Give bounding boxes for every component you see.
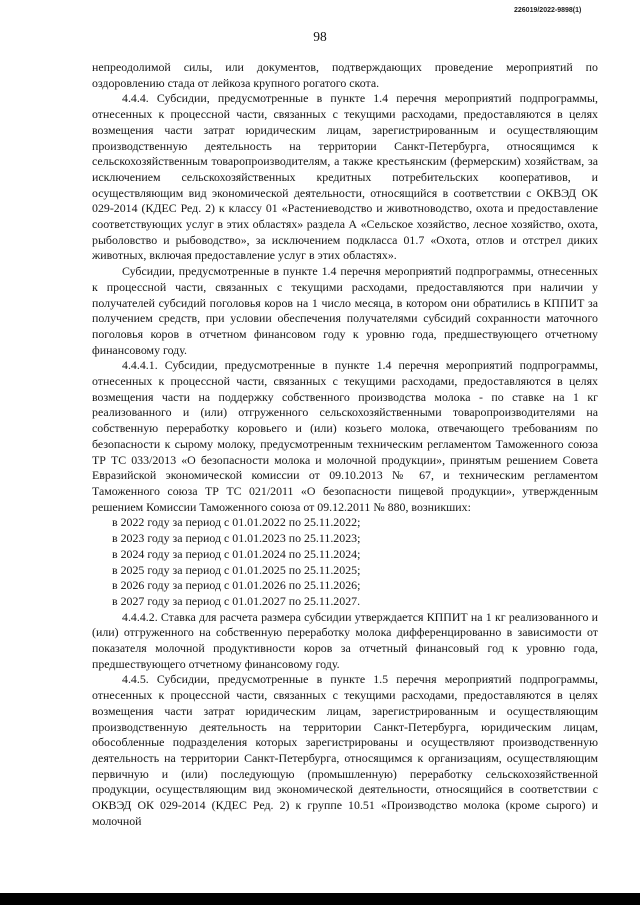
list-item: в 2022 году за период с 01.01.2022 по 25.11.2022; — [112, 515, 361, 530]
paragraph: 4.4.4.2. Ставка для расчета размера субсидии утверждается КППИТ на 1 кг реализованного и (или) отгруженного на собственную переработку молока дифференцированно в зависимости от показателя молочной продуктивности коров за отчетный финансовый год к уровню года, предшествующего отчетному финансовому году. — [92, 609, 598, 671]
list-item: в 2026 году за период с 01.01.2026 по 25.11.2026; — [112, 578, 361, 593]
scan-edge-bar — [0, 893, 640, 905]
paragraph: 4.4.5. Субсидии, предусмотренные в пункте 1.5 перечня мероприятий подпрограммы, отнесенных к процессной части, связанных с текущими расходами, предоставляются в целях возмещения части затрат юридическим лицам, зарегистрированным и осуществляющим производственную деятельность на территории Санкт-Петербурга, юридическим лицам, обособленные подразделения которых зарегистрированы и осуществляют производственную деятельность на территории Санкт-Петербурга, относящимся к организациям, осуществляющим первичную и (или) последующую (промышленную) переработку сельскохозяйственной продукции, осуществляющим вид экономической деятельности, относящийся в соответствии с ОКВЭД ОК 029-2014 (КДЕС Ред. 2) к группе 10.51 «Производство молока (кроме сырого) и молочной — [92, 672, 598, 828]
paragraph: 4.4.4.1. Субсидии, предусмотренные в пункте 1.4 перечня мероприятий подпрограммы, отнесенных к процессной части, связанных с текущими расходами, предоставляются в целях возмещения части на поддержку собственного производства молока - по ставке на 1 кг реализованного и (или) отгруженного сельскохозяйственными товаропроизводителями на собственную переработку коровьего и (или) козьего молока, отвечающего требованиям по безопасности к сырому молоку, предусмотренным техническим регламентом Таможенного союза ТР ТС 033/2013 «О безопасности молока и молочной продукции», принятым решением Совета Евразийской экономической комиссии от 09.10.2013 № 67, и техническим регламентом Таможенного союза ТР ТС 021/2011 «О безопасности пищевой продукции», утвержденным решением Комиссии Таможенного союза от 09.12.2011 № 880, возникших: — [92, 358, 598, 514]
paragraph: непреодолимой силы, или документов, подтверждающих проведение мероприятий по оздоровлению стада от лейкоза крупного рогатого скота. — [92, 60, 598, 90]
paragraph: Субсидии, предусмотренные в пункте 1.4 перечня мероприятий подпрограммы, отнесенных к процессной части, связанных с текущими расходами, предоставляются при наличии у получателей субсидий поголовья коров на 1 число месяца, в котором они обратились в КППИТ за получением средств, при условии обеспечения получателями субсидий сохранности маточного поголовья коров в отчетном финансовом году к уровню года, предшествующего отчетному финансовому году. — [92, 264, 598, 357]
paragraph: 4.4.4. Субсидии, предусмотренные в пункте 1.4 перечня мероприятий подпрограммы, отнесенных к процессной части, связанных с текущими расходами, предоставляются в целях возмещения части затрат юридическим лицам, зарегистрированным и осуществляющим производственную деятельность на территории Санкт-Петербурга, относящимся к сельскохозяйственным товаропроизводителям, а также крестьянским (фермерским) хозяйствам, за исключением сельскохозяйственных кредитных потребительских кооперативов, и осуществляющим вид экономической деятельности, относящийся в соответствии с ОКВЭД ОК 029-2014 (КДЕС Ред. 2) к классу 01 «Растениеводство и животноводство, охота и предоставление соответствующих услуг в этих областях» раздела А «Сельское хозяйство, лесное хозяйство, охота, рыболовство и рыбоводство», за исключением подкласса 01.7 «Охота, отлов и отстрел диких животных, включая предоставление услуг в этих областях». — [92, 91, 598, 263]
document-id: 226019/2022-9898(1) — [514, 7, 582, 14]
list-item: в 2025 году за период с 01.01.2025 по 25.11.2025; — [112, 562, 361, 577]
list-item: в 2027 году за период с 01.01.2027 по 25.11.2027. — [112, 593, 361, 608]
document-body — [92, 60, 598, 829]
list-item: в 2023 году за период с 01.01.2023 по 25.11.2023; — [112, 531, 361, 546]
list-item: в 2024 году за период с 01.01.2024 по 25.11.2024; — [112, 546, 361, 561]
page-number: 98 — [313, 29, 327, 44]
